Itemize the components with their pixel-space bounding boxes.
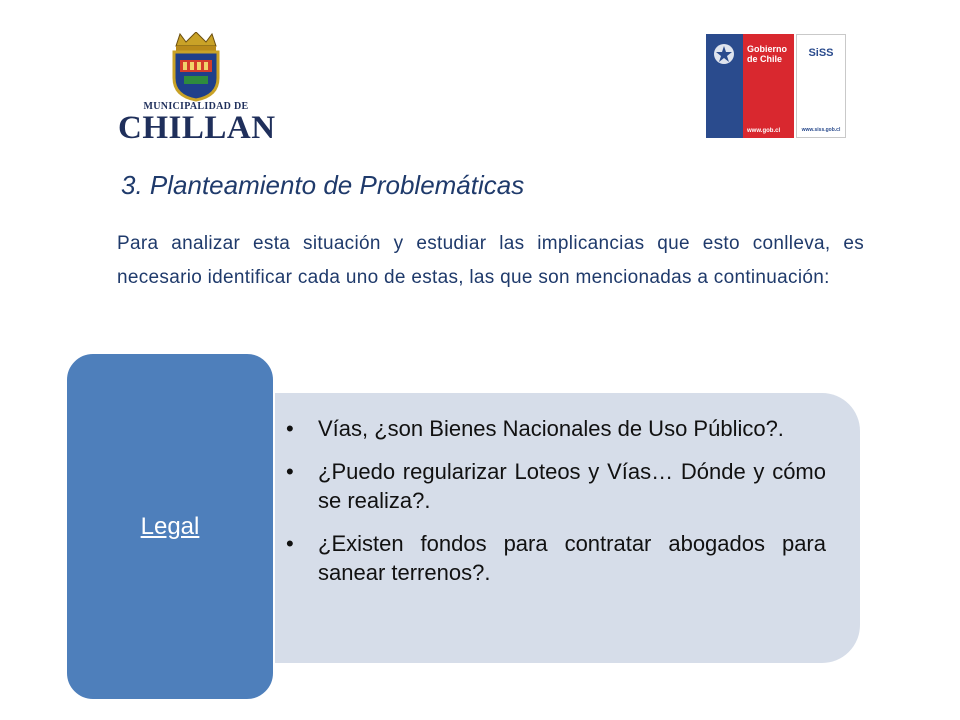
category-panel (65, 352, 275, 701)
section-heading: 3. Planteamiento de Problemáticas (121, 170, 525, 200)
gobierno-de-chile-logo (706, 34, 794, 138)
government-name: Gobierno de Chile (747, 44, 787, 64)
issue-list (286, 414, 826, 601)
siss-url: www.siss.gob.cl (801, 127, 841, 133)
list-item: • Vías, ¿son Bienes Nacionales de Uso Público?. (286, 414, 826, 443)
municipality-prefix: MUNICIPALIDAD DE (143, 101, 249, 112)
municipality-logo (118, 32, 274, 144)
municipality-name: CHILLAN (118, 110, 276, 146)
list-item: • ¿Existen fondos para contratar abogados para sanear terrenos?. (286, 529, 826, 587)
government-url: www.gob.cl (747, 128, 781, 134)
logo-blue-panel (706, 34, 743, 138)
list-item: • ¿Puedo regularizar Loteos y Vías… Dónde y cómo se realiza?. (286, 457, 826, 515)
coat-of-arms-icon (166, 32, 226, 102)
siss-name: SiSS (808, 47, 834, 59)
category-link-legal[interactable]: Legal (140, 512, 200, 540)
intro-paragraph: Para analizar esta situación y estudiar las implicancias que esto conlleva, es necesario identificar cada uno de estas, las que son mencionadas a continuación: (117, 233, 864, 288)
coat-of-arms-icon (706, 34, 743, 74)
siss-logo (796, 34, 846, 138)
